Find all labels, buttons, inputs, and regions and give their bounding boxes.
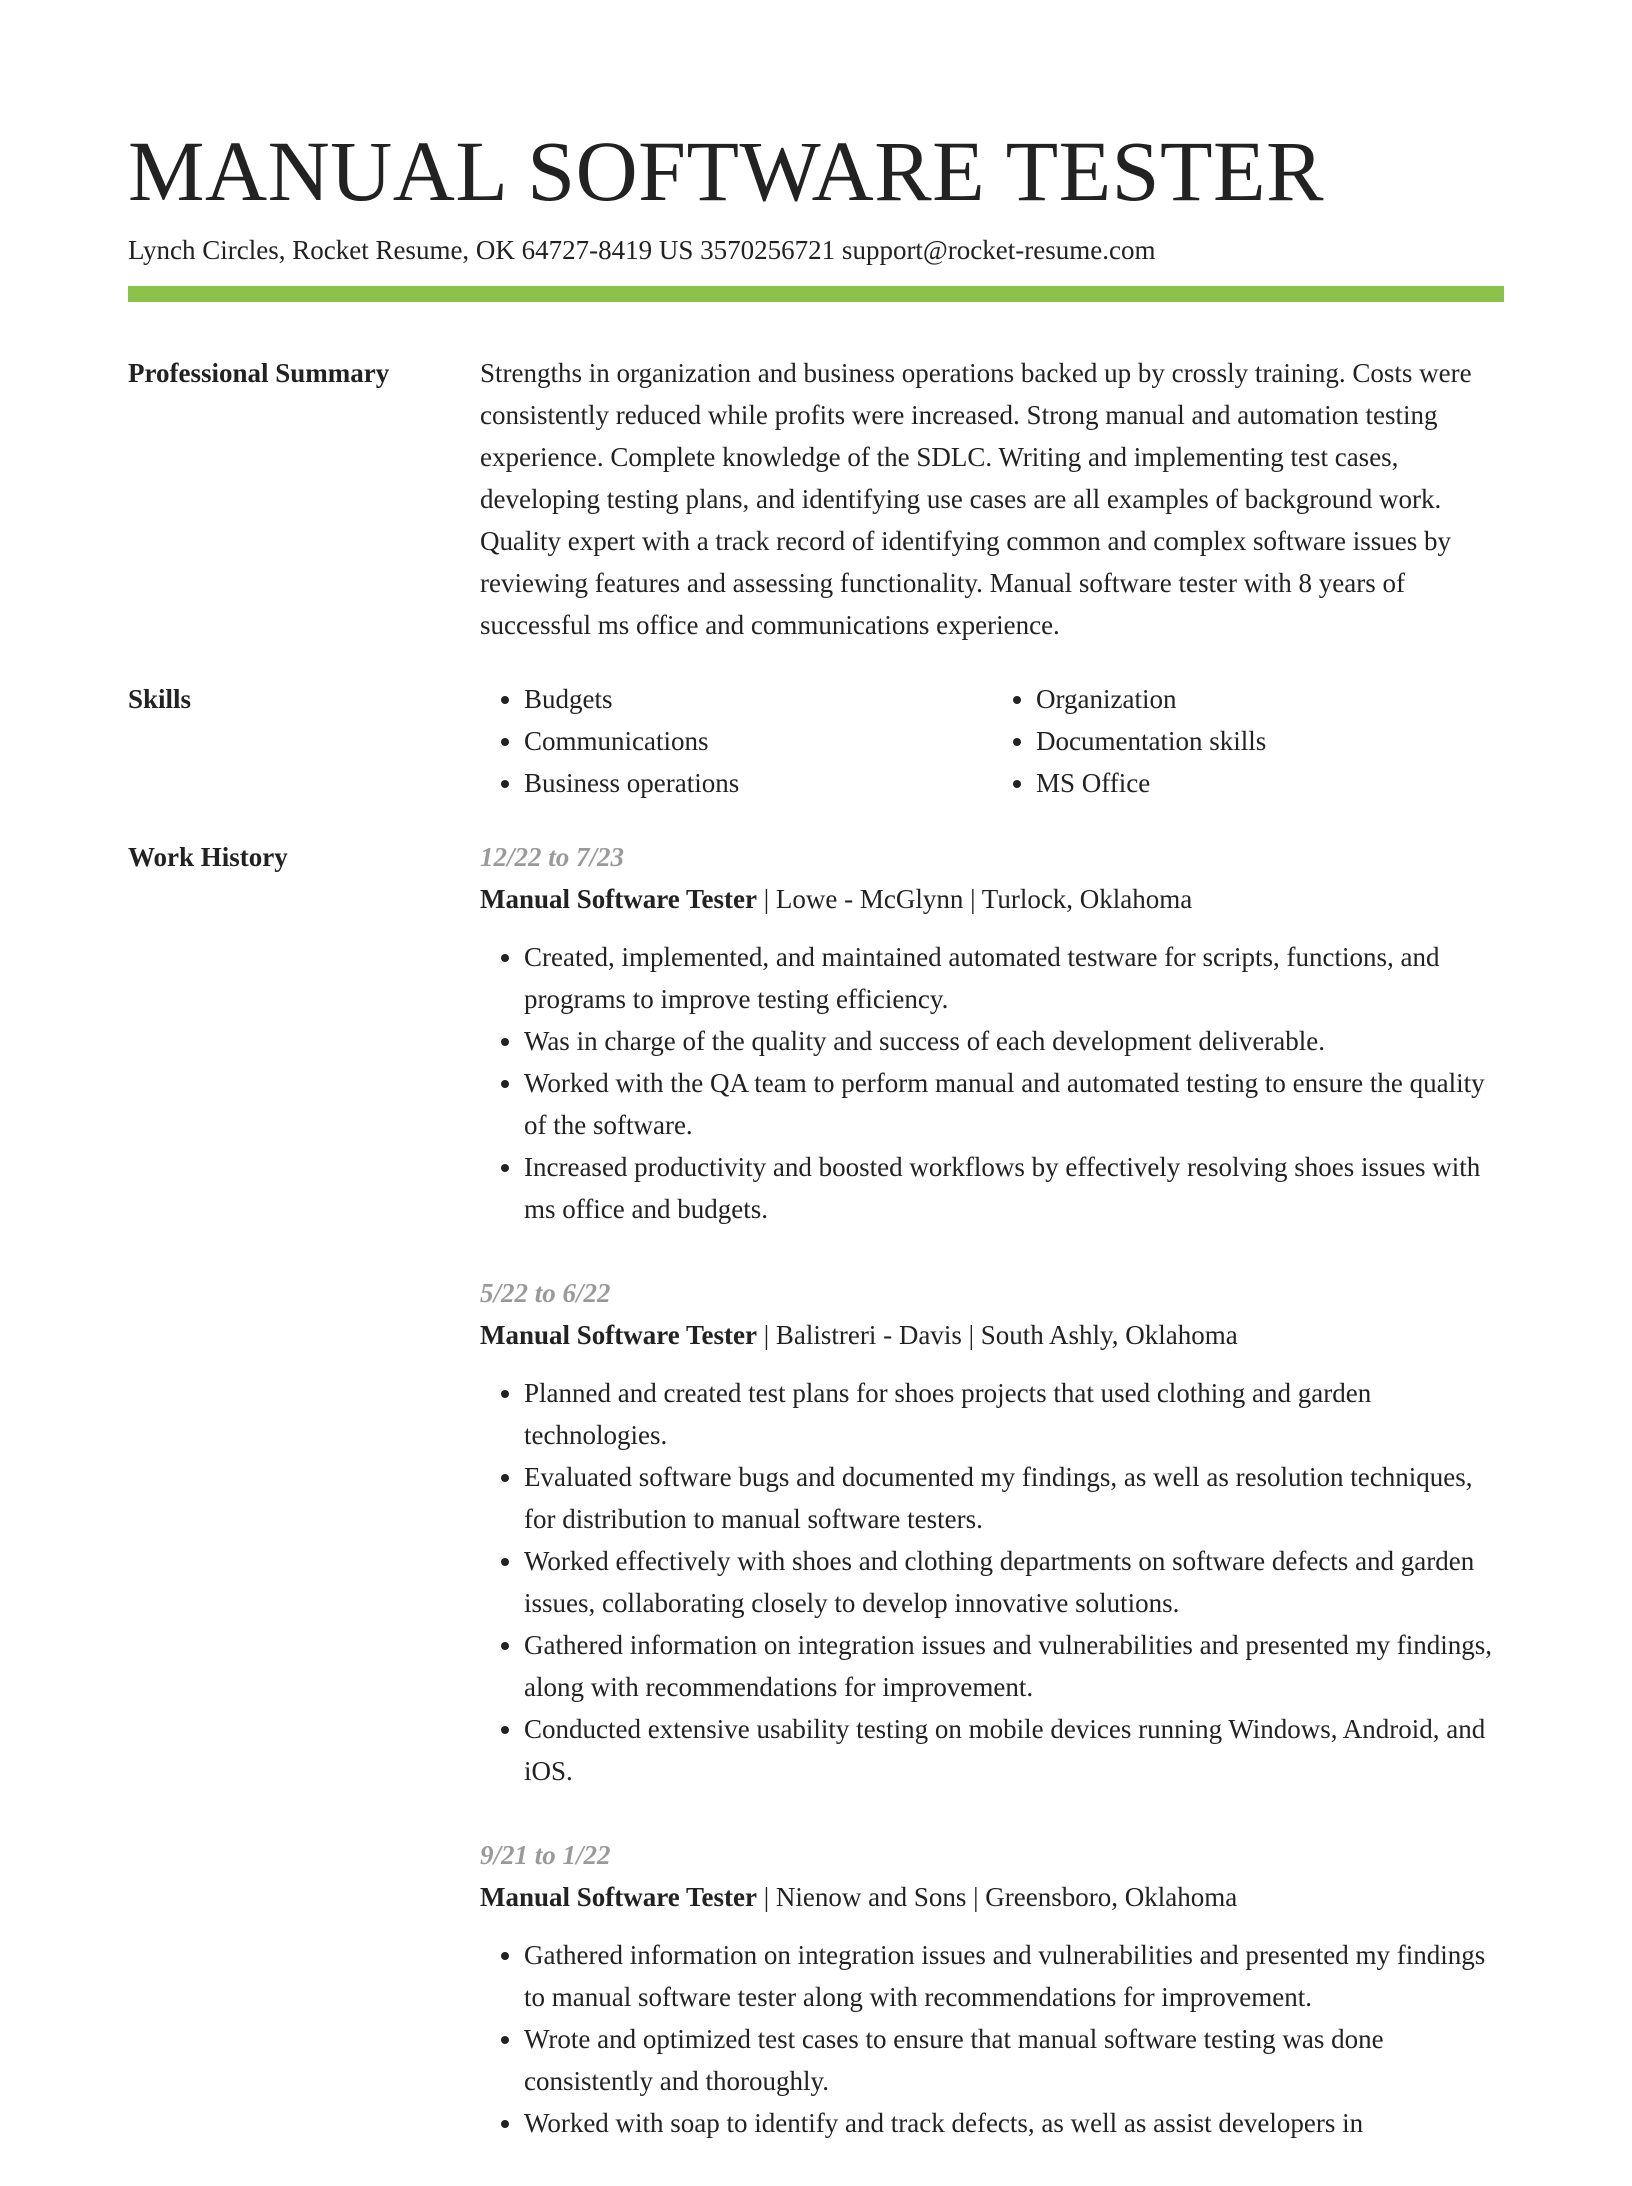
job-heading [480, 878, 1504, 920]
skill-item: • MS Office [1036, 762, 1504, 804]
job-bullets [480, 936, 1504, 1230]
job-title: Manual Software Tester [480, 884, 757, 914]
job-bullet: • Planned and created test plans for shoes projects that used clothing and garden technologies. [524, 1372, 1504, 1456]
summary-section [128, 352, 1504, 646]
job-entry [480, 1272, 1504, 1792]
work-history-entries [480, 836, 1504, 2186]
job-bullet: • Created, implemented, and maintained automated testware for scripts, functions, and programs to improve testing efficiency. [524, 936, 1504, 1020]
skills-section [128, 678, 1504, 804]
job-bullet: • Gathered information on integration issues and vulnerabilities and presented my findings to manual software tester along with recommendations for improvement. [524, 1934, 1504, 2018]
work-history-label: Work History [128, 842, 288, 872]
contact-line: Lynch Circles, Rocket Resume, OK 64727-8419 US 3570256721 support@rocket-resume.com [128, 235, 1156, 265]
skill-item: • Communications [524, 720, 992, 762]
job-title: Manual Software Tester [480, 1320, 757, 1350]
job-bullet: • Gathered information on integration issues and vulnerabilities and presented my findings, along with recommendations for improvement. [524, 1624, 1504, 1708]
job-entry [480, 836, 1504, 1230]
job-heading [480, 1876, 1504, 1918]
job-bullet: • Increased productivity and boosted workflows by effectively resolving shoes issues with ms office and budgets. [524, 1146, 1504, 1230]
job-entry [480, 1834, 1504, 2144]
skill-item: • Business operations [524, 762, 992, 804]
job-employer-location: | Balistreri - Davis | South Ashly, Oklahoma [757, 1320, 1238, 1350]
summary-label: Professional Summary [128, 358, 390, 388]
job-heading [480, 1314, 1504, 1356]
job-dates: 5/22 to 6/22 [480, 1278, 611, 1308]
job-dates: 12/22 to 7/23 [480, 842, 625, 872]
job-bullet: • Worked with the QA team to perform manual and automated testing to ensure the quality of the software. [524, 1062, 1504, 1146]
job-bullets [480, 1934, 1504, 2144]
job-dates: 9/21 to 1/22 [480, 1840, 611, 1870]
job-bullets [480, 1372, 1504, 1792]
work-history-section [128, 836, 1504, 2186]
job-bullet: • Worked effectively with shoes and clothing departments on software defects and garden issues, collaborating closely to develop innovative solutions. [524, 1540, 1504, 1624]
job-bullet: • Wrote and optimized test cases to ensure that manual software testing was done consistently and thoroughly. [524, 2018, 1504, 2102]
job-bullet: • Was in charge of the quality and success of each development deliverable. [524, 1020, 1504, 1062]
skill-item: • Documentation skills [1036, 720, 1504, 762]
skills-list-right [992, 678, 1504, 804]
summary-text: Strengths in organization and business operations backed up by crossly training. Costs were consistently reduced while profits were increased. Strong manual and automation testing experience. Complete knowledge of the SDLC. Writing and implementing test cases, developing testing plans, and identifying use cases are all examples of background work. Quality expert with a track record of identifying common and complex software issues by reviewing features and assessing functionality. Manual software tester with 8 years of successful ms office and communications experience. [480, 358, 1472, 640]
accent-divider [128, 286, 1504, 302]
skill-item: • Budgets [524, 678, 992, 720]
job-employer-location: | Nienow and Sons | Greensboro, Oklahoma [757, 1882, 1238, 1912]
job-bullet: • Evaluated software bugs and documented my findings, as well as resolution techniques, for distribution to manual software testers. [524, 1456, 1504, 1540]
job-bullet: • Conducted extensive usability testing on mobile devices running Windows, Android, and iOS. [524, 1708, 1504, 1792]
skill-item: • Organization [1036, 678, 1504, 720]
job-employer-location: | Lowe - McGlynn | Turlock, Oklahoma [757, 884, 1193, 914]
resume-name: MANUAL SOFTWARE TESTER [128, 123, 1324, 219]
skills-list-left [480, 678, 992, 804]
job-bullet: • Worked with soap to identify and track defects, as well as assist developers in [524, 2102, 1504, 2144]
job-title: Manual Software Tester [480, 1882, 757, 1912]
skills-label: Skills [128, 684, 192, 714]
skills-grid [480, 678, 1504, 804]
